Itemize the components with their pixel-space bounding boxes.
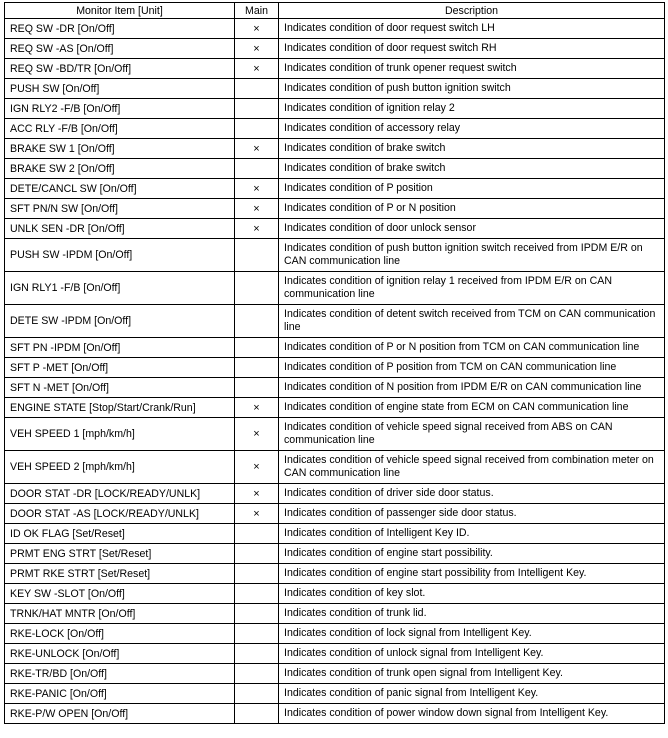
- table-row: [5, 504, 665, 524]
- table-row: [5, 451, 665, 484]
- description-cell: Indicates condition of brake switch: [279, 139, 665, 159]
- description-cell: Indicates condition of engine state from ECM on CAN communication line: [279, 398, 665, 418]
- monitor-item-cell: BRAKE SW 1 [On/Off]: [5, 139, 235, 159]
- monitor-item-cell: PRMT RKE STRT [Set/Reset]: [5, 564, 235, 584]
- description-cell: Indicates condition of P or N position: [279, 199, 665, 219]
- main-mark-cell: [235, 358, 279, 378]
- table-row: [5, 564, 665, 584]
- monitor-item-cell: REQ SW -AS [On/Off]: [5, 39, 235, 59]
- main-mark-cell: ×: [235, 418, 279, 451]
- main-mark-cell: ×: [235, 39, 279, 59]
- table-body: [5, 19, 665, 724]
- table-row: [5, 664, 665, 684]
- monitor-item-cell: SFT N -MET [On/Off]: [5, 378, 235, 398]
- monitor-item-cell: REQ SW -DR [On/Off]: [5, 19, 235, 39]
- monitor-item-cell: DETE/CANCL SW [On/Off]: [5, 179, 235, 199]
- monitor-item-cell: DETE SW -IPDM [On/Off]: [5, 305, 235, 338]
- table-row: [5, 604, 665, 624]
- main-mark-cell: ×: [235, 398, 279, 418]
- description-cell: Indicates condition of Intelligent Key ID.: [279, 524, 665, 544]
- table-row: [5, 59, 665, 79]
- monitor-item-cell: RKE-LOCK [On/Off]: [5, 624, 235, 644]
- description-cell: Indicates condition of door unlock sensor: [279, 219, 665, 239]
- description-cell: Indicates condition of panic signal from Intelligent Key.: [279, 684, 665, 704]
- table-row: [5, 358, 665, 378]
- monitor-item-cell: RKE-TR/BD [On/Off]: [5, 664, 235, 684]
- table-row: [5, 139, 665, 159]
- description-cell: Indicates condition of N position from IPDM E/R on CAN communication line: [279, 378, 665, 398]
- monitor-item-cell: ENGINE STATE [Stop/Start/Crank/Run]: [5, 398, 235, 418]
- table-row: [5, 544, 665, 564]
- description-cell: Indicates condition of passenger side door status.: [279, 504, 665, 524]
- description-cell: Indicates condition of trunk open signal from Intelligent Key.: [279, 664, 665, 684]
- main-mark-cell: [235, 644, 279, 664]
- monitor-item-cell: ACC RLY -F/B [On/Off]: [5, 119, 235, 139]
- description-cell: Indicates condition of key slot.: [279, 584, 665, 604]
- table-row: [5, 119, 665, 139]
- main-mark-cell: ×: [235, 139, 279, 159]
- description-cell: Indicates condition of push button ignition switch received from IPDM E/R on CAN communication line: [279, 239, 665, 272]
- monitor-item-table: [4, 2, 665, 724]
- main-mark-cell: [235, 79, 279, 99]
- main-mark-cell: ×: [235, 451, 279, 484]
- header-main: Main: [235, 3, 279, 19]
- description-cell: Indicates condition of accessory relay: [279, 119, 665, 139]
- table-header-row: [5, 3, 665, 19]
- description-cell: Indicates condition of brake switch: [279, 159, 665, 179]
- description-cell: Indicates condition of detent switch received from TCM on CAN communication line: [279, 305, 665, 338]
- table-row: [5, 684, 665, 704]
- description-cell: Indicates condition of engine start possibility.: [279, 544, 665, 564]
- table-row: [5, 704, 665, 724]
- main-mark-cell: ×: [235, 484, 279, 504]
- main-mark-cell: [235, 99, 279, 119]
- description-cell: Indicates condition of P or N position from TCM on CAN communication line: [279, 338, 665, 358]
- description-cell: Indicates condition of engine start possibility from Intelligent Key.: [279, 564, 665, 584]
- table-row: [5, 159, 665, 179]
- main-mark-cell: ×: [235, 199, 279, 219]
- main-mark-cell: [235, 239, 279, 272]
- table-row: [5, 338, 665, 358]
- table-row: [5, 398, 665, 418]
- description-cell: Indicates condition of trunk opener request switch: [279, 59, 665, 79]
- main-mark-cell: ×: [235, 179, 279, 199]
- monitor-item-cell: RKE-UNLOCK [On/Off]: [5, 644, 235, 664]
- main-mark-cell: [235, 159, 279, 179]
- main-mark-cell: [235, 704, 279, 724]
- table-row: [5, 19, 665, 39]
- main-mark-cell: ×: [235, 219, 279, 239]
- description-cell: Indicates condition of P position from TCM on CAN communication line: [279, 358, 665, 378]
- main-mark-cell: [235, 524, 279, 544]
- monitor-item-cell: DOOR STAT -AS [LOCK/READY/UNLK]: [5, 504, 235, 524]
- main-mark-cell: [235, 664, 279, 684]
- main-mark-cell: [235, 544, 279, 564]
- monitor-item-cell: ID OK FLAG [Set/Reset]: [5, 524, 235, 544]
- description-cell: Indicates condition of door request switch LH: [279, 19, 665, 39]
- monitor-item-cell: VEH SPEED 2 [mph/km/h]: [5, 451, 235, 484]
- description-cell: Indicates condition of ignition relay 2: [279, 99, 665, 119]
- table-row: [5, 484, 665, 504]
- monitor-item-cell: TRNK/HAT MNTR [On/Off]: [5, 604, 235, 624]
- monitor-item-cell: PUSH SW -IPDM [On/Off]: [5, 239, 235, 272]
- monitor-item-cell: KEY SW -SLOT [On/Off]: [5, 584, 235, 604]
- description-cell: Indicates condition of power window down signal from Intelligent Key.: [279, 704, 665, 724]
- table-row: [5, 39, 665, 59]
- main-mark-cell: [235, 604, 279, 624]
- table-row: [5, 239, 665, 272]
- main-mark-cell: ×: [235, 19, 279, 39]
- main-mark-cell: [235, 684, 279, 704]
- header-monitor-item: Monitor Item [Unit]: [5, 3, 235, 19]
- monitor-item-cell: VEH SPEED 1 [mph/km/h]: [5, 418, 235, 451]
- monitor-item-cell: RKE-PANIC [On/Off]: [5, 684, 235, 704]
- monitor-item-cell: REQ SW -BD/TR [On/Off]: [5, 59, 235, 79]
- main-mark-cell: [235, 338, 279, 358]
- description-cell: Indicates condition of P position: [279, 179, 665, 199]
- monitor-item-cell: UNLK SEN -DR [On/Off]: [5, 219, 235, 239]
- table-row: [5, 584, 665, 604]
- description-cell: Indicates condition of lock signal from Intelligent Key.: [279, 624, 665, 644]
- table-row: [5, 524, 665, 544]
- table-row: [5, 624, 665, 644]
- description-cell: Indicates condition of door request switch RH: [279, 39, 665, 59]
- monitor-item-cell: PRMT ENG STRT [Set/Reset]: [5, 544, 235, 564]
- table-row: [5, 219, 665, 239]
- main-mark-cell: [235, 584, 279, 604]
- table-row: [5, 272, 665, 305]
- monitor-item-cell: IGN RLY1 -F/B [On/Off]: [5, 272, 235, 305]
- table-row: [5, 418, 665, 451]
- monitor-item-cell: SFT PN -IPDM [On/Off]: [5, 338, 235, 358]
- table-row: [5, 199, 665, 219]
- main-mark-cell: [235, 624, 279, 644]
- main-mark-cell: ×: [235, 59, 279, 79]
- header-description: Description: [279, 3, 665, 19]
- main-mark-cell: [235, 119, 279, 139]
- table-row: [5, 305, 665, 338]
- main-mark-cell: [235, 564, 279, 584]
- description-cell: Indicates condition of trunk lid.: [279, 604, 665, 624]
- description-cell: Indicates condition of vehicle speed signal received from combination meter on CAN communication line: [279, 451, 665, 484]
- monitor-item-cell: DOOR STAT -DR [LOCK/READY/UNLK]: [5, 484, 235, 504]
- table-row: [5, 99, 665, 119]
- table-row: [5, 179, 665, 199]
- monitor-item-cell: RKE-P/W OPEN [On/Off]: [5, 704, 235, 724]
- description-cell: Indicates condition of driver side door status.: [279, 484, 665, 504]
- main-mark-cell: ×: [235, 504, 279, 524]
- main-mark-cell: [235, 378, 279, 398]
- description-cell: Indicates condition of push button ignition switch: [279, 79, 665, 99]
- monitor-item-cell: PUSH SW [On/Off]: [5, 79, 235, 99]
- main-mark-cell: [235, 272, 279, 305]
- description-cell: Indicates condition of ignition relay 1 received from IPDM E/R on CAN communication line: [279, 272, 665, 305]
- table-row: [5, 79, 665, 99]
- table-row: [5, 644, 665, 664]
- description-cell: Indicates condition of unlock signal from Intelligent Key.: [279, 644, 665, 664]
- monitor-item-cell: BRAKE SW 2 [On/Off]: [5, 159, 235, 179]
- description-cell: Indicates condition of vehicle speed signal received from ABS on CAN communication line: [279, 418, 665, 451]
- table-row: [5, 378, 665, 398]
- monitor-item-cell: SFT PN/N SW [On/Off]: [5, 199, 235, 219]
- main-mark-cell: [235, 305, 279, 338]
- monitor-item-cell: IGN RLY2 -F/B [On/Off]: [5, 99, 235, 119]
- monitor-item-cell: SFT P -MET [On/Off]: [5, 358, 235, 378]
